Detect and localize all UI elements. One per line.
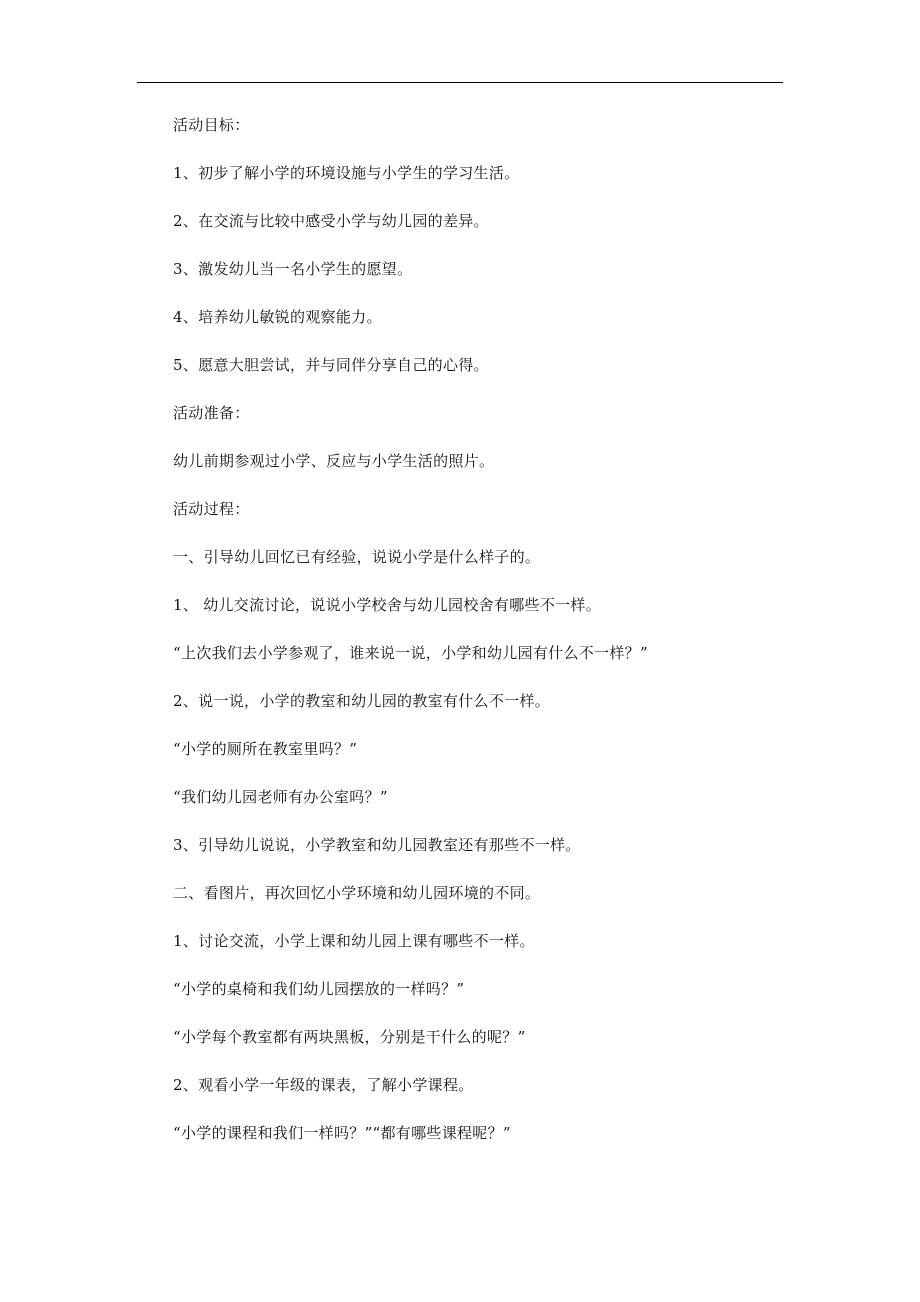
section-heading-preparation: 活动准备： [173,404,250,422]
preparation-text: 幼儿前期参观过小学、反应与小学生活的照片。 [173,452,495,470]
goal-item-1: 1、初步了解小学的环境设施与小学生的学习生活。 [173,164,520,182]
goal-item-5: 5、愿意大胆尝试，并与同伴分享自己的心得。 [173,356,489,374]
quote-line: “我们幼儿园老师有办公室吗？” [173,788,388,806]
quote-line: “小学的课程和我们一样吗？”“都有哪些课程呢？” [173,1124,511,1142]
process-substep: 3、引导幼儿说说，小学教室和幼儿园教室还有那些不一样。 [173,836,581,854]
process-substep: 1、 幼儿交流讨论，说说小学校舍与幼儿园校舍有哪些不一样。 [173,596,602,614]
section-heading-goals: 活动目标： [173,116,250,134]
process-substep: 2、观看小学一年级的课表，了解小学课程。 [173,1076,474,1094]
quote-line: “上次我们去小学参观了，谁来说一说，小学和幼儿园有什么不一样？” [173,644,648,662]
quote-line: “小学每个教室都有两块黑板，分别是干什么的呢？” [173,1028,526,1046]
process-substep: 1、讨论交流，小学上课和幼儿园上课有哪些不一样。 [173,932,535,950]
process-substep: 2、说一说，小学的教室和幼儿园的教室有什么不一样。 [173,692,551,710]
goal-item-4: 4、培养幼儿敏锐的观察能力。 [173,308,382,326]
goal-item-2: 2、在交流与比较中感受小学与幼儿园的差异。 [173,212,489,230]
process-step-2: 二、看图片，再次回忆小学环境和幼儿园环境的不同。 [173,884,541,902]
section-heading-process: 活动过程： [173,500,250,518]
goal-item-3: 3、激发幼儿当一名小学生的愿望。 [173,260,413,278]
process-step-1: 一、引导幼儿回忆已有经验，说说小学是什么样子的。 [173,548,541,566]
quote-line: “小学的桌椅和我们幼儿园摆放的一样吗？” [173,980,465,998]
quote-line: “小学的厕所在教室里吗？” [173,740,358,758]
